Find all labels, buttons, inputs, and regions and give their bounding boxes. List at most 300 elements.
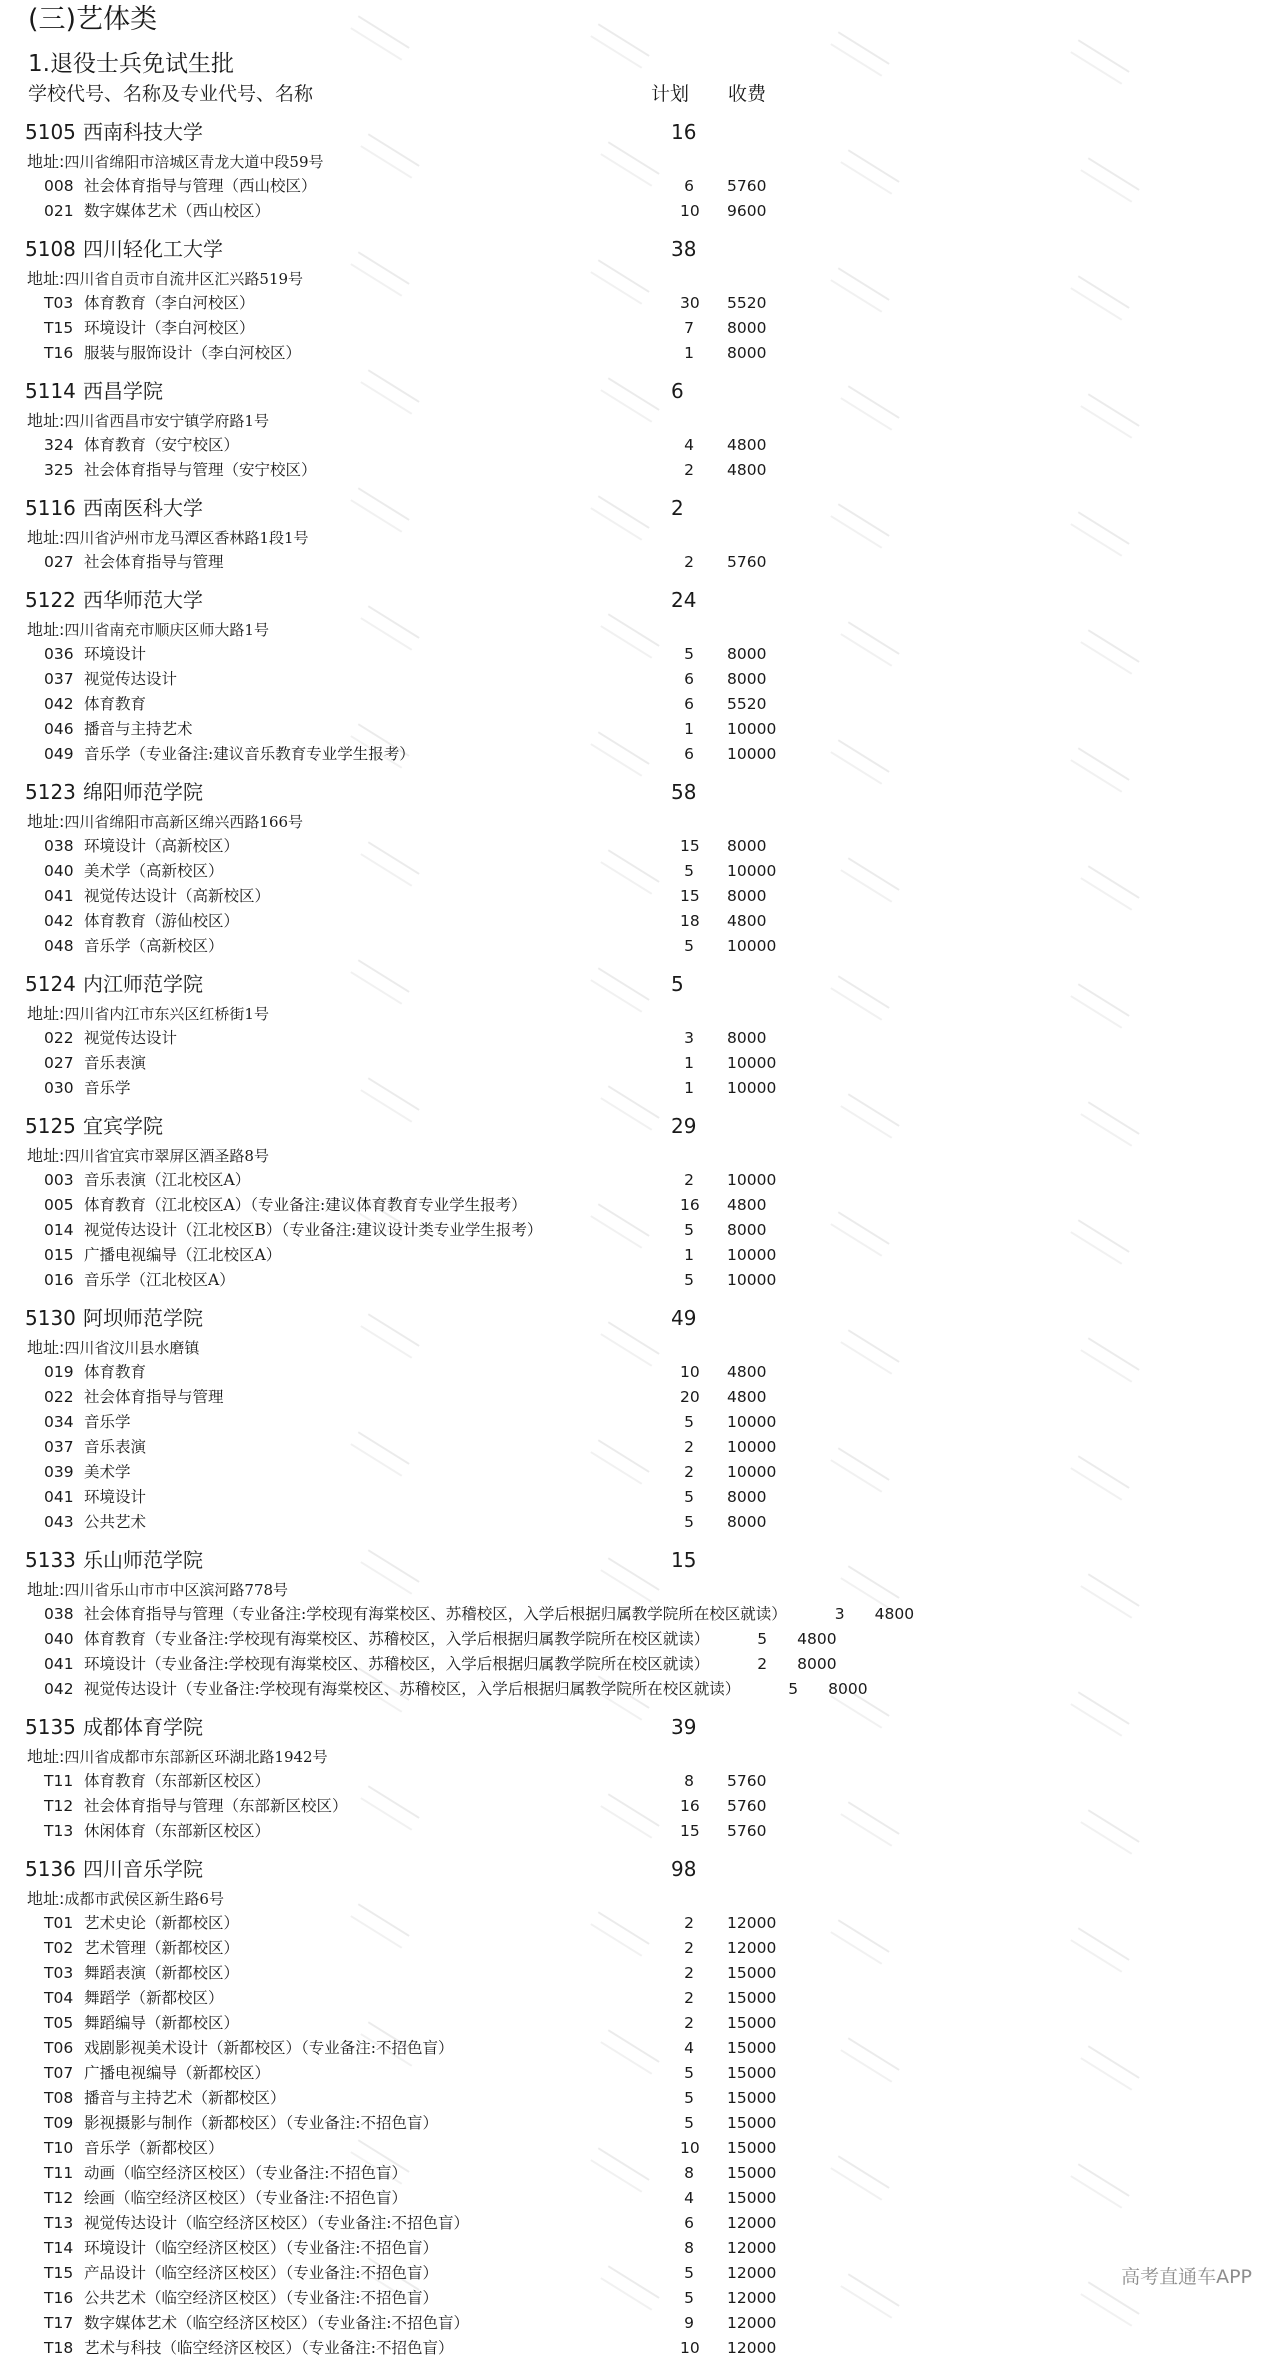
major-fee: 15000 xyxy=(727,2114,777,2132)
major-name: 体育教育（专业备注:学校现有海棠校区、苏稽校区，入学后根据归属教学院所在校区就读） xyxy=(84,1630,710,1648)
major-row xyxy=(0,2186,1280,2211)
major-name: 体育教育 xyxy=(84,1363,147,1381)
watermark-tile xyxy=(1070,39,1129,84)
major-name: 视觉传达设计 xyxy=(84,1029,178,1047)
address-label: 地址: xyxy=(27,411,65,430)
school-code: 5122 xyxy=(25,588,76,612)
major-name: 音乐表演（江北校区A） xyxy=(84,1171,251,1189)
major-code: 034 xyxy=(44,1413,74,1431)
major-code: 027 xyxy=(44,1054,74,1072)
major-plan: 6 xyxy=(684,670,694,688)
major-row xyxy=(0,1602,1280,1627)
school-plan-total: 16 xyxy=(671,120,697,144)
major-row xyxy=(0,642,1280,667)
major-code: T03 xyxy=(44,294,74,312)
major-fee: 9600 xyxy=(727,202,767,220)
major-row xyxy=(0,1435,1280,1460)
major-plan: 4 xyxy=(684,2039,694,2057)
school-list xyxy=(0,115,1280,2369)
major-fee: 4800 xyxy=(727,1388,767,1406)
major-name: 动画（临空经济区校区）（专业备注:不招色盲） xyxy=(84,2164,407,2182)
major-row xyxy=(0,1385,1280,1410)
major-name-line xyxy=(84,1677,868,1702)
school-code: 5135 xyxy=(25,1715,76,1739)
major-name: 音乐学（高新校区） xyxy=(84,937,224,955)
major-code: 046 xyxy=(44,720,74,738)
major-fee: 10000 xyxy=(727,1171,777,1189)
major-row xyxy=(0,1986,1280,2011)
school-header xyxy=(0,374,1280,408)
major-name: 视觉传达设计（高新校区） xyxy=(84,887,271,905)
major-code: 040 xyxy=(44,1630,74,1648)
major-fee: 12000 xyxy=(727,1939,777,1957)
school-header xyxy=(0,1852,1280,1886)
major-fee: 10000 xyxy=(727,1079,777,1097)
major-fee: 5760 xyxy=(727,553,767,571)
major-fee: 12000 xyxy=(727,2239,777,2257)
school-plan-total: 29 xyxy=(671,1114,697,1138)
major-plan: 1 xyxy=(684,1054,694,1072)
address-label: 地址: xyxy=(27,1146,65,1165)
address-value: 四川省成都市东部新区环湖北路1942号 xyxy=(64,1748,328,1766)
school-address xyxy=(0,1886,1280,1911)
major-plan: 10 xyxy=(680,2339,700,2357)
major-fee: 8000 xyxy=(727,344,767,362)
major-plan: 2 xyxy=(684,1463,694,1481)
school-address xyxy=(0,1744,1280,1769)
address-label: 地址: xyxy=(27,528,65,547)
major-code: T15 xyxy=(44,2264,74,2282)
school-plan-total: 15 xyxy=(671,1548,697,1572)
major-name: 社会体育指导与管理 xyxy=(84,553,224,571)
column-header-plan: 计划 xyxy=(651,83,690,105)
major-plan: 10 xyxy=(680,2139,700,2157)
school-code: 5124 xyxy=(25,972,76,996)
major-row xyxy=(0,1794,1280,1819)
major-row xyxy=(0,834,1280,859)
major-fee: 10000 xyxy=(727,937,777,955)
block-spacer xyxy=(0,1535,1280,1543)
major-row xyxy=(0,1961,1280,1986)
school-name: 四川轻化工大学 xyxy=(83,237,223,261)
major-row xyxy=(0,2311,1280,2336)
address-value: 四川省绵阳市高新区绵兴西路166号 xyxy=(64,813,304,831)
major-name: 产品设计（临空经济区校区）（专业备注:不招色盲） xyxy=(84,2264,438,2282)
major-code: 324 xyxy=(44,436,74,454)
major-fee: 15000 xyxy=(727,2139,777,2157)
major-plan: 5 xyxy=(684,2264,694,2282)
major-name: 环境设计 xyxy=(84,1488,147,1506)
major-plan: 5 xyxy=(788,1680,799,1698)
major-fee: 4800 xyxy=(727,1363,767,1381)
major-fee: 12000 xyxy=(727,1914,777,1932)
major-name: 公共艺术 xyxy=(84,1513,147,1531)
major-plan: 2 xyxy=(684,1939,694,1957)
column-header-school: 学校代号、名称及专业代号、名称 xyxy=(28,83,314,105)
school-name: 西南科技大学 xyxy=(83,120,203,144)
major-plan: 1 xyxy=(684,720,694,738)
major-code: 014 xyxy=(44,1221,74,1239)
major-plan: 5 xyxy=(684,1413,694,1431)
block-spacer xyxy=(0,1702,1280,1710)
major-code: 039 xyxy=(44,1463,74,1481)
major-fee: 15000 xyxy=(727,2014,777,2032)
major-name: 视觉传达设计（临空经济区校区）（专业备注:不招色盲） xyxy=(84,2214,469,2232)
major-code: 049 xyxy=(44,745,74,763)
column-header-row xyxy=(28,80,808,108)
major-code: T05 xyxy=(44,2014,74,2032)
major-row xyxy=(0,1485,1280,1510)
block-spacer xyxy=(0,483,1280,491)
address-label: 地址: xyxy=(27,812,65,831)
app-brand-watermark: 高考直通车APP xyxy=(1121,2266,1252,2288)
major-fee: 10000 xyxy=(727,862,777,880)
major-name: 环境设计（临空经济区校区）（专业备注:不招色盲） xyxy=(84,2239,438,2257)
major-code: 005 xyxy=(44,1196,74,1214)
major-name: 环境设计（李白河校区） xyxy=(84,319,255,337)
major-row xyxy=(0,1193,1280,1218)
major-fee: 15000 xyxy=(727,1964,777,1982)
major-plan: 2 xyxy=(684,2014,694,2032)
major-code: T03 xyxy=(44,1964,74,1982)
school-address xyxy=(0,266,1280,291)
school-block xyxy=(0,115,1280,232)
major-row xyxy=(0,1410,1280,1435)
school-block xyxy=(0,374,1280,491)
batch-title: 1.退役士兵免试生批 xyxy=(28,51,234,77)
school-block xyxy=(0,1852,1280,2369)
major-plan: 2 xyxy=(684,1964,694,1982)
major-plan: 5 xyxy=(757,1630,768,1648)
major-code: T02 xyxy=(44,1939,74,1957)
major-row xyxy=(0,341,1280,366)
major-fee: 5760 xyxy=(727,1772,767,1790)
major-fee: 8000 xyxy=(727,887,767,905)
school-name: 成都体育学院 xyxy=(83,1715,203,1739)
block-spacer xyxy=(0,767,1280,775)
major-fee: 8000 xyxy=(727,670,767,688)
major-code: T10 xyxy=(44,2139,74,2157)
major-plan: 5 xyxy=(684,1271,694,1289)
school-plan-total: 24 xyxy=(671,588,697,612)
major-plan: 15 xyxy=(680,1822,700,1840)
school-address xyxy=(0,1143,1280,1168)
major-row xyxy=(0,433,1280,458)
major-plan: 5 xyxy=(684,2289,694,2307)
address-value: 四川省宜宾市翠屏区酒圣路8号 xyxy=(64,1147,269,1165)
major-code: 003 xyxy=(44,1171,74,1189)
major-plan: 5 xyxy=(684,1513,694,1531)
major-fee: 12000 xyxy=(727,2264,777,2282)
major-code: T13 xyxy=(44,1822,74,1840)
column-header-fee: 收费 xyxy=(728,83,767,105)
major-name: 体育教育（李白河校区） xyxy=(84,294,255,312)
major-code: T12 xyxy=(44,2189,74,2207)
address-label: 地址: xyxy=(27,152,65,171)
major-plan: 5 xyxy=(684,937,694,955)
major-fee: 5760 xyxy=(727,1822,767,1840)
major-fee: 8000 xyxy=(727,1513,767,1531)
major-fee: 15000 xyxy=(727,1989,777,2007)
major-row xyxy=(0,2111,1280,2136)
major-name: 影视摄影与制作（新都校区）（专业备注:不招色盲） xyxy=(84,2114,438,2132)
major-name: 绘画（临空经济区校区）（专业备注:不招色盲） xyxy=(84,2189,407,2207)
school-name: 四川音乐学院 xyxy=(83,1857,203,1881)
school-address xyxy=(0,408,1280,433)
major-code: T14 xyxy=(44,2239,74,2257)
major-name: 音乐学（江北校区A） xyxy=(84,1271,235,1289)
major-plan: 2 xyxy=(757,1655,768,1673)
school-header xyxy=(0,115,1280,149)
major-name: 体育教育（东部新区校区） xyxy=(84,1772,271,1790)
major-plan: 6 xyxy=(684,745,694,763)
major-plan: 2 xyxy=(684,1989,694,2007)
major-plan: 4 xyxy=(684,2189,694,2207)
major-code: 040 xyxy=(44,862,74,880)
major-code: T15 xyxy=(44,319,74,337)
school-header xyxy=(0,775,1280,809)
major-name: 环境设计（高新校区） xyxy=(84,837,240,855)
address-label: 地址: xyxy=(27,1338,65,1357)
major-plan: 5 xyxy=(684,1488,694,1506)
major-plan: 8 xyxy=(684,1772,694,1790)
major-code: 008 xyxy=(44,177,74,195)
major-fee: 8000 xyxy=(727,1221,767,1239)
school-header xyxy=(0,967,1280,1001)
major-fee: 4800 xyxy=(727,461,767,479)
major-name: 舞蹈表演（新都校区） xyxy=(84,1964,240,1982)
major-plan: 15 xyxy=(680,837,700,855)
school-header xyxy=(0,1710,1280,1744)
major-row xyxy=(0,2011,1280,2036)
school-code: 5116 xyxy=(25,496,76,520)
major-plan: 8 xyxy=(684,2164,694,2182)
major-fee: 4800 xyxy=(727,1196,767,1214)
block-spacer xyxy=(0,2361,1280,2369)
major-fee: 12000 xyxy=(727,2314,777,2332)
school-name: 西华师范大学 xyxy=(83,588,203,612)
major-name: 服装与服饰设计（李白河校区） xyxy=(84,344,302,362)
address-label: 地址: xyxy=(27,269,65,288)
block-spacer xyxy=(0,1293,1280,1301)
major-code: T17 xyxy=(44,2314,74,2332)
major-name: 艺术史论（新都校区） xyxy=(84,1914,240,1932)
major-row xyxy=(0,667,1280,692)
major-name: 社会体育指导与管理（安宁校区） xyxy=(84,461,317,479)
major-fee: 15000 xyxy=(727,2189,777,2207)
major-code: 022 xyxy=(44,1029,74,1047)
address-value: 四川省自贡市自流井区汇兴路519号 xyxy=(64,270,304,288)
major-code: 042 xyxy=(44,912,74,930)
school-plan-total: 58 xyxy=(671,780,697,804)
major-name: 体育教育（安宁校区） xyxy=(84,436,240,454)
major-fee: 8000 xyxy=(727,319,767,337)
school-address xyxy=(0,525,1280,550)
major-code: T11 xyxy=(44,2164,74,2182)
major-fee: 5520 xyxy=(727,294,767,312)
major-row xyxy=(0,742,1280,767)
major-name: 社会体育指导与管理 xyxy=(84,1388,224,1406)
school-address xyxy=(0,1577,1280,1602)
major-name: 视觉传达设计（专业备注:学校现有海棠校区、苏稽校区，入学后根据归属教学院所在校区就读） xyxy=(84,1680,741,1698)
major-name: 体育教育（江北校区A）（专业备注:建议体育教育专业学生报考） xyxy=(84,1196,527,1214)
major-fee: 5760 xyxy=(727,1797,767,1815)
major-name: 广播电视编导（江北校区A） xyxy=(84,1246,282,1264)
major-plan: 5 xyxy=(684,1221,694,1239)
major-row xyxy=(0,174,1280,199)
major-name: 体育教育 xyxy=(84,695,147,713)
major-name: 视觉传达设计（江北校区B）（专业备注:建议设计类专业学生报考） xyxy=(84,1221,543,1239)
major-plan: 16 xyxy=(680,1196,700,1214)
major-row xyxy=(0,2086,1280,2111)
major-row xyxy=(0,1460,1280,1485)
school-name: 内江师范学院 xyxy=(83,972,203,996)
major-fee: 10000 xyxy=(727,720,777,738)
major-fee: 12000 xyxy=(727,2289,777,2307)
school-address xyxy=(0,1001,1280,1026)
major-code: T18 xyxy=(44,2339,74,2357)
major-name: 音乐学（专业备注:建议音乐教育专业学生报考） xyxy=(84,745,415,763)
major-row xyxy=(0,1076,1280,1101)
major-fee: 10000 xyxy=(727,1413,777,1431)
major-code: 042 xyxy=(44,695,74,713)
block-spacer xyxy=(0,1844,1280,1852)
major-row xyxy=(0,2161,1280,2186)
major-row xyxy=(0,2236,1280,2261)
major-name: 舞蹈学（新都校区） xyxy=(84,1989,224,2007)
major-plan: 10 xyxy=(680,1363,700,1381)
major-fee: 10000 xyxy=(727,1438,777,1456)
major-plan: 2 xyxy=(684,553,694,571)
major-name-line xyxy=(84,1602,914,1627)
major-fee: 8000 xyxy=(797,1655,837,1673)
school-header xyxy=(0,583,1280,617)
major-code: T06 xyxy=(44,2039,74,2057)
school-code: 5125 xyxy=(25,1114,76,1138)
major-row xyxy=(0,1627,1280,1652)
address-label: 地址: xyxy=(27,1889,65,1908)
major-row xyxy=(0,2261,1280,2286)
major-row xyxy=(0,1911,1280,1936)
address-value: 四川省汶川县水磨镇 xyxy=(64,1339,200,1357)
school-plan-total: 6 xyxy=(671,379,684,403)
major-fee: 15000 xyxy=(727,2039,777,2057)
school-code: 5136 xyxy=(25,1857,76,1881)
school-header xyxy=(0,491,1280,525)
major-row xyxy=(0,884,1280,909)
school-header xyxy=(0,232,1280,266)
major-name: 音乐学 xyxy=(84,1079,131,1097)
block-spacer xyxy=(0,224,1280,232)
major-fee: 4800 xyxy=(797,1630,837,1648)
address-label: 地址: xyxy=(27,1004,65,1023)
major-code: 021 xyxy=(44,202,74,220)
major-name: 广播电视编导（新都校区） xyxy=(84,2064,271,2082)
major-code: T13 xyxy=(44,2214,74,2232)
major-row xyxy=(0,934,1280,959)
major-name: 社会体育指导与管理（专业备注:学校现有海棠校区、苏稽校区，入学后根据归属教学院所在校区就读） xyxy=(84,1605,787,1623)
school-plan-total: 5 xyxy=(671,972,684,996)
school-block xyxy=(0,967,1280,1109)
major-row xyxy=(0,1936,1280,1961)
major-plan: 5 xyxy=(684,2064,694,2082)
major-plan: 2 xyxy=(684,461,694,479)
major-name: 音乐表演 xyxy=(84,1054,147,1072)
school-block xyxy=(0,1301,1280,1543)
major-code: 036 xyxy=(44,645,74,663)
school-header xyxy=(0,1543,1280,1577)
major-name: 美术学（高新校区） xyxy=(84,862,224,880)
major-plan: 20 xyxy=(680,1388,700,1406)
major-code: T11 xyxy=(44,1772,74,1790)
major-fee: 10000 xyxy=(727,745,777,763)
major-plan: 9 xyxy=(684,2314,694,2332)
major-fee: 15000 xyxy=(727,2089,777,2107)
major-code: T16 xyxy=(44,344,74,362)
major-name: 音乐表演 xyxy=(84,1438,147,1456)
major-row xyxy=(0,2061,1280,2086)
major-plan: 6 xyxy=(684,695,694,713)
school-plan-total: 98 xyxy=(671,1857,697,1881)
school-plan-total: 38 xyxy=(671,237,697,261)
major-code: T08 xyxy=(44,2089,74,2107)
school-name: 西昌学院 xyxy=(83,379,163,403)
major-fee: 12000 xyxy=(727,2339,777,2357)
major-name: 美术学 xyxy=(84,1463,131,1481)
major-row xyxy=(0,692,1280,717)
major-name: 环境设计 xyxy=(84,645,147,663)
major-code: 041 xyxy=(44,1655,74,1673)
major-name: 社会体育指导与管理（东部新区校区） xyxy=(84,1797,348,1815)
major-row xyxy=(0,2211,1280,2236)
address-value: 四川省绵阳市涪城区青龙大道中段59号 xyxy=(64,153,324,171)
major-fee: 8000 xyxy=(727,645,767,663)
major-name: 音乐学（新都校区） xyxy=(84,2139,224,2157)
major-name: 数字媒体艺术（西山校区） xyxy=(84,202,271,220)
major-name: 公共艺术（临空经济区校区）（专业备注:不招色盲） xyxy=(84,2289,438,2307)
major-row xyxy=(0,458,1280,483)
watermark-tile xyxy=(350,15,409,60)
major-name: 社会体育指导与管理（西山校区） xyxy=(84,177,317,195)
school-name: 乐山师范学院 xyxy=(83,1548,203,1572)
school-name: 宜宾学院 xyxy=(83,1114,163,1138)
major-plan: 16 xyxy=(680,1797,700,1815)
school-code: 5114 xyxy=(25,379,76,403)
major-row xyxy=(0,1819,1280,1844)
major-fee: 5520 xyxy=(727,695,767,713)
major-name: 舞蹈编导（新都校区） xyxy=(84,2014,240,2032)
major-plan: 5 xyxy=(684,862,694,880)
school-block xyxy=(0,491,1280,583)
major-name: 音乐学 xyxy=(84,1413,131,1431)
major-row xyxy=(0,2336,1280,2361)
major-fee: 15000 xyxy=(727,2064,777,2082)
major-row xyxy=(0,909,1280,934)
school-name: 西南医科大学 xyxy=(83,496,203,520)
major-plan: 1 xyxy=(684,344,694,362)
major-fee: 4800 xyxy=(727,436,767,454)
school-block xyxy=(0,775,1280,967)
school-block xyxy=(0,1543,1280,1710)
major-row xyxy=(0,859,1280,884)
major-plan: 2 xyxy=(684,1438,694,1456)
major-row xyxy=(0,2136,1280,2161)
major-code: 041 xyxy=(44,1488,74,1506)
major-fee: 10000 xyxy=(727,1463,777,1481)
major-fee: 10000 xyxy=(727,1246,777,1264)
major-row xyxy=(0,2036,1280,2061)
address-value: 成都市武侯区新生路6号 xyxy=(64,1890,224,1908)
